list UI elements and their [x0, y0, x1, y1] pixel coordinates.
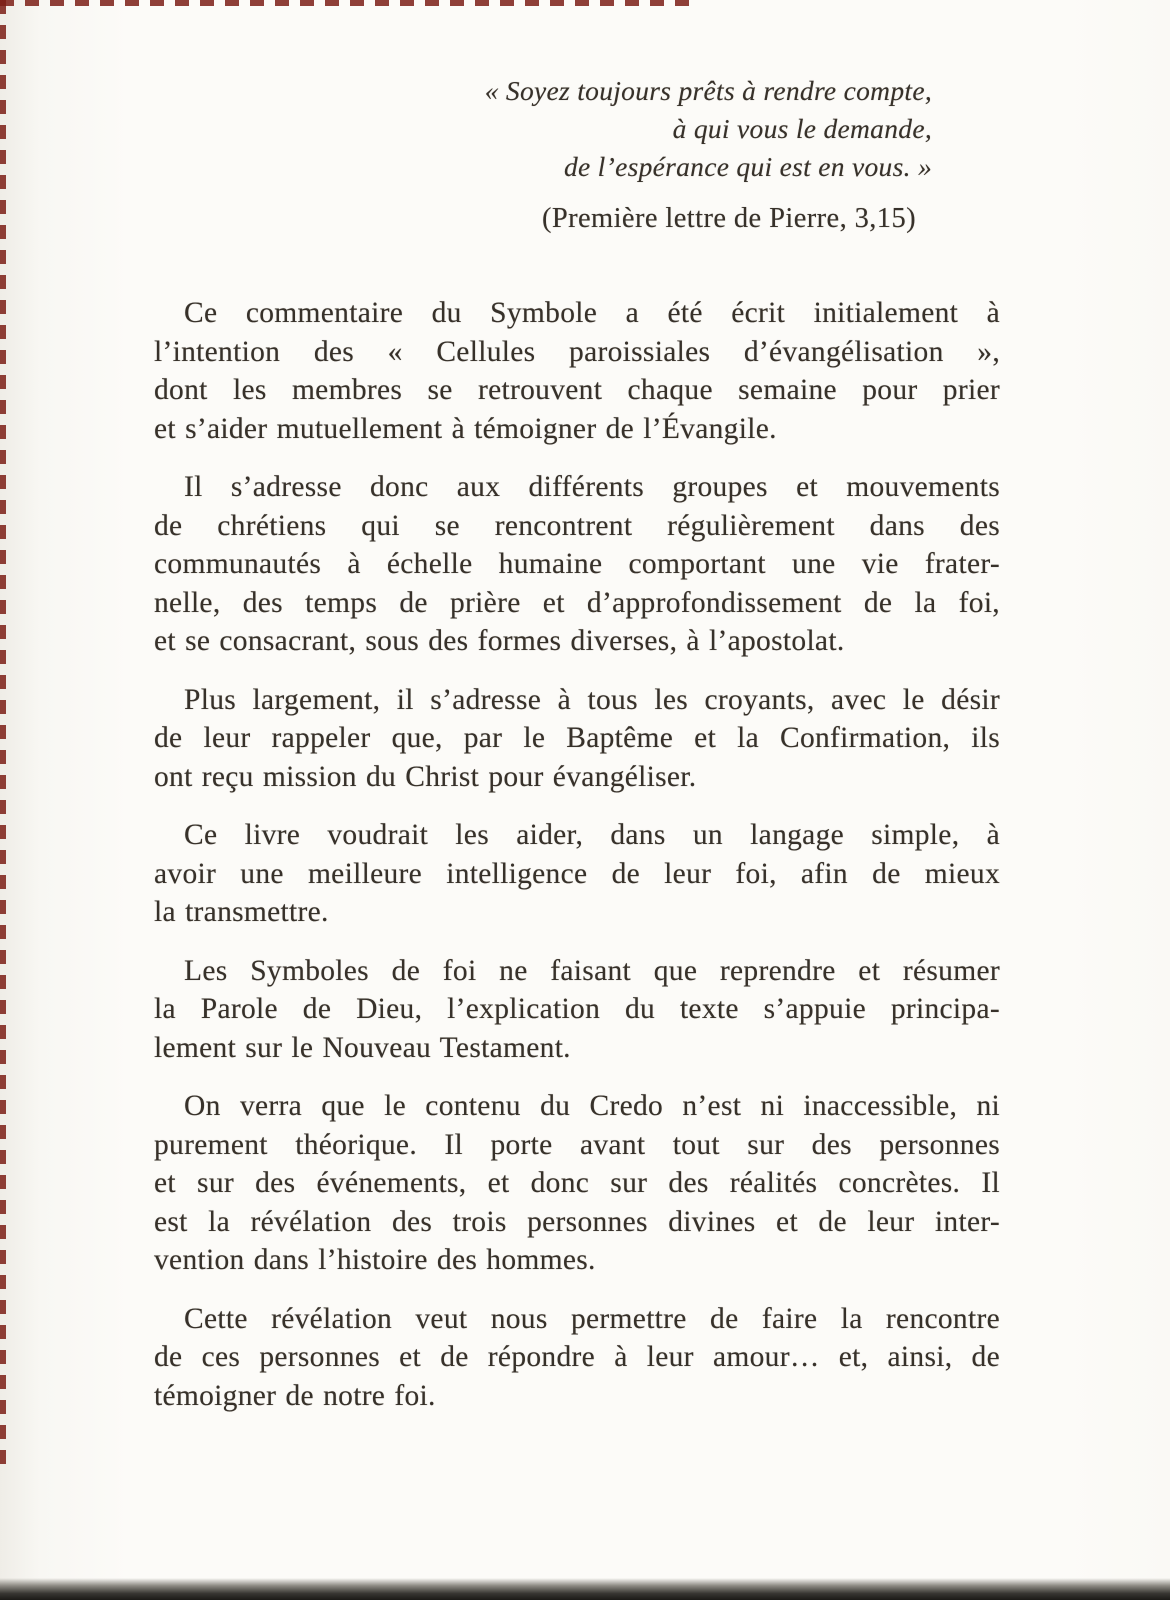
body-paragraph	[154, 468, 1000, 661]
body-paragraph	[154, 1087, 1000, 1280]
text-line: « Soyez toujours prêts à rendre compte,	[484, 75, 932, 106]
page-body-text	[154, 294, 1000, 1435]
page-bottom-shadow	[0, 1578, 1170, 1600]
text-line: nelle, des temps de prière et d’approfondissement de la foi,	[154, 586, 1000, 619]
body-paragraph	[154, 294, 1000, 448]
text-line: avoir une meilleure intelligence de leur foi, afin de mieux	[154, 857, 1000, 890]
text-line: Plus largement, il s’adresse à tous les croyants, avec le désir	[184, 683, 1000, 716]
epigraph-quote	[0, 72, 932, 186]
text-line: est la révélation des trois personnes divines et de leur inter-	[154, 1205, 1000, 1238]
text-line: Les Symboles de foi ne faisant que reprendre et résumer	[184, 954, 1000, 987]
text-line: dont les membres se retrouvent chaque semaine pour prier	[154, 374, 1000, 406]
text-line: de l’espérance qui est en vous. »	[563, 151, 932, 182]
text-line: Ce livre voudrait les aider, dans un langage simple, à	[184, 819, 1000, 851]
body-paragraph	[154, 952, 1000, 1068]
text-line: et se consacrant, sous des formes diverses, à l’apostolat.	[154, 625, 845, 657]
text-line: On verra que le contenu du Credo n’est ni inaccessible, ni	[184, 1090, 1000, 1122]
text-line: Il s’adresse donc aux différents groupes et mouvements	[184, 471, 1000, 503]
text-line: ont reçu mission du Christ pour évangéliser.	[154, 760, 697, 793]
text-line: de ces personnes et de répondre à leur amour… et, ainsi, de	[154, 1341, 1000, 1373]
text-line: la transmettre.	[154, 896, 329, 928]
text-line: à qui vous le demande,	[672, 113, 932, 144]
text-line: vention dans l’histoire des hommes.	[154, 1244, 596, 1276]
text-line: la Parole de Dieu, l’explication du texte s’appuie principa-	[154, 993, 1000, 1025]
text-line: l’intention des « Cellules paroissiales d’évangélisation »,	[154, 335, 1000, 368]
text-line: et sur des événements, et donc sur des réalités concrètes. Il	[154, 1167, 1000, 1199]
text-line: purement théorique. Il porte avant tout sur des personnes	[154, 1128, 1000, 1161]
text-line: témoigner de notre foi.	[154, 1379, 436, 1412]
body-paragraph	[154, 681, 1000, 797]
body-paragraph	[154, 1300, 1000, 1416]
text-line: lement sur le Nouveau Testament.	[154, 1031, 571, 1064]
body-paragraph	[154, 816, 1000, 932]
text-line: et s’aider mutuellement à témoigner de l’Évangile.	[154, 412, 777, 445]
epigraph	[0, 0, 932, 238]
text-line: de leur rappeler que, par le Baptême et la Confirmation, ils	[154, 722, 1000, 754]
epigraph-reference: (Première lettre de Pierre, 3,15)	[541, 203, 916, 234]
text-line: communautés à échelle humaine comportant une vie frater-	[154, 548, 1000, 580]
text-line: Cette révélation veut nous permettre de faire la rencontre	[184, 1302, 1000, 1335]
text-line: Ce commentaire du Symbole a été écrit initialement à	[184, 297, 1000, 329]
text-line: de chrétiens qui se rencontrent régulièrement dans des	[154, 509, 1000, 542]
